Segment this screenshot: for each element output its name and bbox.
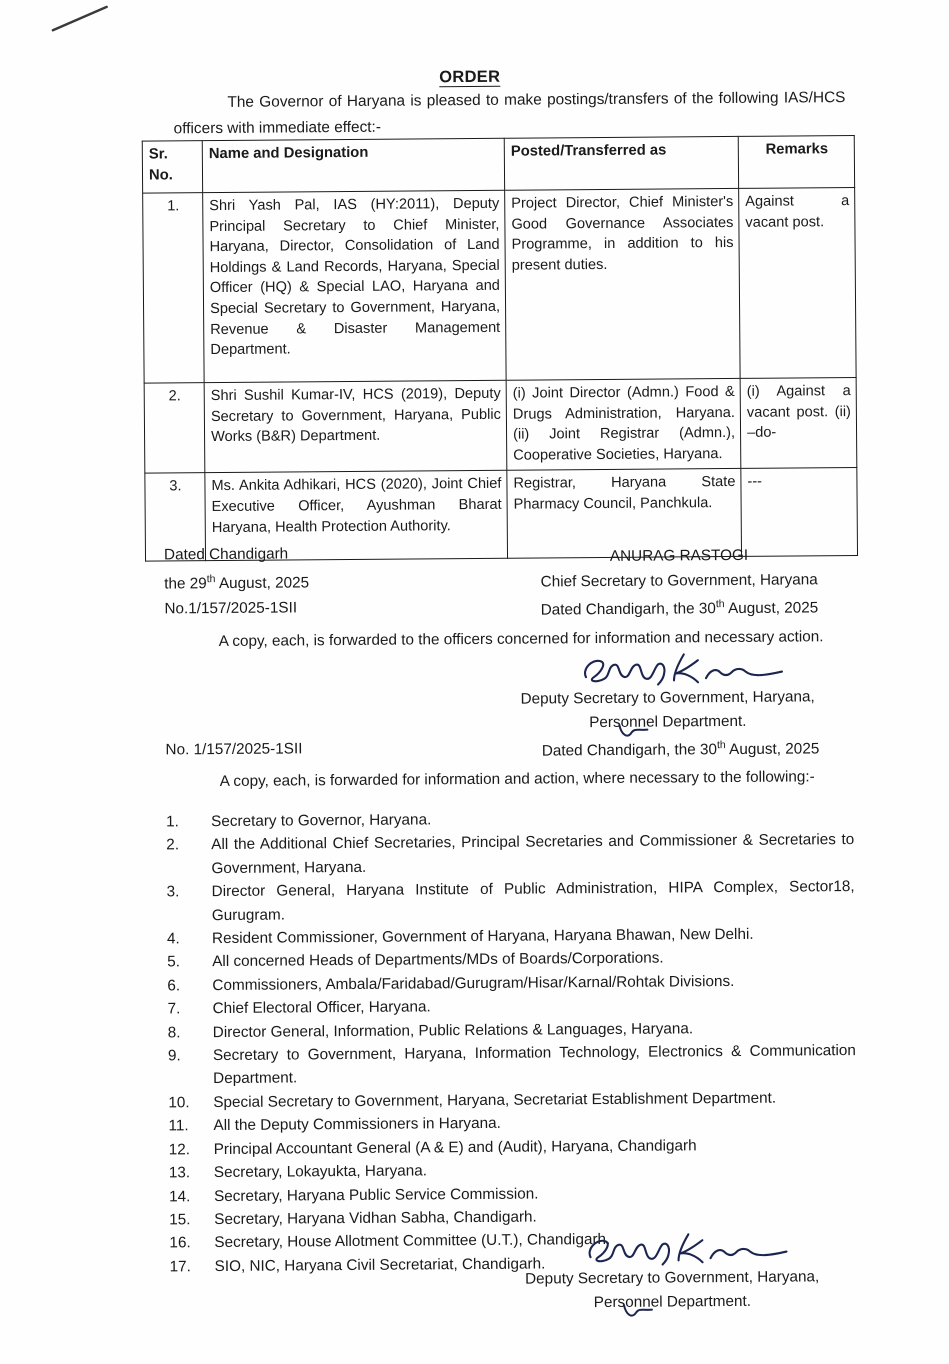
list-item: 6. Commissioners, Ambala/Faridabad/Gurugram/Hisar/Karnal/Rohtak Divisions. xyxy=(167,972,735,995)
list-item: 11. All the Deputy Commissioners in Haryana. xyxy=(168,1115,501,1135)
dated-place-line1: Dated Chandigarh xyxy=(163,545,289,564)
column-header-posted-transferred: Posted/Transferred as xyxy=(504,136,738,190)
deputy-secretary-line2: Personnel Department. xyxy=(589,712,747,732)
list-item: 17. SIO, NIC, Haryana Civil Secretariat, Chandigarh. xyxy=(169,1255,546,1276)
table-row xyxy=(143,187,856,383)
list-item: 5. All concerned Heads of Departments/MDs of Boards/Corporations. xyxy=(167,949,664,971)
order-table xyxy=(142,135,858,562)
ink-squiggle-mark-icon xyxy=(620,1301,656,1321)
cell-posted-transferred: (i) Joint Director (Admn.) Food & Drugs Administration, Haryana. (ii) Joint Registrar (Admn.), Cooperative Societies, Haryana. xyxy=(506,378,741,470)
list-item: 14. Secretary, Haryana Public Service Commission. xyxy=(168,1185,539,1205)
dated-place-line2: the 29th August, 2025 xyxy=(164,573,310,593)
list-item: 7. Chief Electoral Officer, Haryana. xyxy=(167,998,431,1018)
list-item: 12. Principal Accountant General (A & E) and (Audit), Haryana, Chandigarh xyxy=(168,1136,697,1159)
order-table-wrapper xyxy=(142,135,851,562)
signatory-name: ANURAG RASTOGI xyxy=(609,546,749,565)
column-header-sr-no: Sr. No. xyxy=(142,141,202,193)
dated-place-block xyxy=(164,541,309,596)
copy-paragraph-1: A copy, each, is forwarded to the officers concerned for information and necessary action. xyxy=(218,628,824,651)
list-item: 4. Resident Commissioner, Government of Haryana, Haryana Bhawan, New Delhi. xyxy=(166,925,754,948)
list-item: 2. All the Additional Chief Secretaries, Principal Secretaries and Commissioner & Secretaries to Government, Haryana. xyxy=(166,831,855,877)
cell-sr-no: 1. xyxy=(143,193,204,383)
cell-sr-no: 3. xyxy=(145,473,206,561)
cell-remarks: --- xyxy=(741,468,858,557)
list-item: 16. Secretary, House Allotment Committee (U.T.), Chandigarh. xyxy=(169,1231,611,1252)
list-item: 10. Special Secretary to Government, Haryana, Secretariat Establishment Department. xyxy=(168,1089,777,1112)
reference-number-1: No.1/157/2025-1SII xyxy=(164,599,298,618)
deputy-secretary-block-2 xyxy=(475,1265,870,1316)
table-row xyxy=(144,377,857,473)
cell-name-designation: Shri Sushil Kumar-IV, HCS (2019), Deputy Secretary to Government, Haryana, Public Works (B&R) Department. xyxy=(204,380,507,473)
deputy-secretary-line2: Personnel Department. xyxy=(593,1292,752,1312)
dated-right-2: Dated Chandigarh, the 30th August, 2025 xyxy=(541,739,820,760)
signatory-designation: Chief Secretary to Government, Haryana xyxy=(540,571,818,591)
cell-remarks: Against a vacant post. xyxy=(739,187,856,378)
handwritten-signature xyxy=(578,645,808,689)
list-item: 1. Secretary to Governor, Haryana. xyxy=(166,811,432,831)
copy-paragraph-2: A copy, each, is forwarded for information and action, where necessary to the following:- xyxy=(219,768,815,790)
list-item: 15. Secretary, Haryana Vidhan Sabha, Chandigarh. xyxy=(169,1208,537,1229)
reference-number-2: No. 1/157/2025-1SII xyxy=(165,740,303,759)
column-header-remarks: Remarks xyxy=(738,135,854,188)
handwritten-signature xyxy=(582,1225,812,1269)
deputy-secretary-line1: Deputy Secretary to Government, Haryana, xyxy=(520,688,815,708)
dated-right-1: Dated Chandigarh, the 30th August, 2025 xyxy=(540,598,819,619)
order-title-text: ORDER xyxy=(439,67,501,87)
deputy-secretary-block-1 xyxy=(470,685,865,736)
list-item: 9. Secretary to Government, Haryana, Information Technology, Electronics & Communication Department. xyxy=(167,1042,856,1088)
cell-posted-transferred: Project Director, Chief Minister's Good Governance Associates Programme, in addition to his present duties. xyxy=(505,188,740,380)
table-header-row xyxy=(142,135,854,193)
cell-sr-no: 2. xyxy=(144,383,205,474)
signatory-block xyxy=(499,542,859,595)
cell-posted-transferred: Registrar, Haryana State Pharmacy Council, Panchkula. xyxy=(507,469,742,559)
distribution-list xyxy=(166,805,858,1279)
deputy-secretary-line1: Deputy Secretary to Government, Haryana, xyxy=(525,1268,820,1288)
pen-mark-icon xyxy=(50,5,110,33)
cell-name-designation: Ms. Ankita Adhikari, HCS (2020), Joint Chief Executive Officer, Ayushman Bharat Haryana, Health Protection Authority. xyxy=(205,471,508,561)
intro-text: The Governor of Haryana is pleased to make postings/transfers of the following IAS/HCS officers with immediate effect:- xyxy=(173,89,846,138)
list-item: 3. Director General, Haryana Institute of Public Administration, HIPA Complex, Sector18, Gurugram. xyxy=(166,878,855,924)
list-item: 13. Secretary, Lokayukta, Haryana. xyxy=(168,1162,428,1182)
list-item: 8. Director General, Information, Public Relations & Languages, Haryana. xyxy=(167,1019,694,1042)
cell-name-designation: Shri Yash Pal, IAS (HY:2011), Deputy Principal Secretary to Chief Minister, Haryana, Director, Consolidation of Land Holdings & Land Records, Haryana, Special Officer (HQ) & Special LAO, Haryana and Special Secretary to Government, Haryana, Revenue & Disaster Management Department. xyxy=(203,190,506,382)
cell-remarks: (i) Against a vacant post. (ii) –do- xyxy=(740,377,857,468)
column-header-name-designation: Name and Designation xyxy=(202,138,504,192)
intro-paragraph xyxy=(173,85,845,142)
